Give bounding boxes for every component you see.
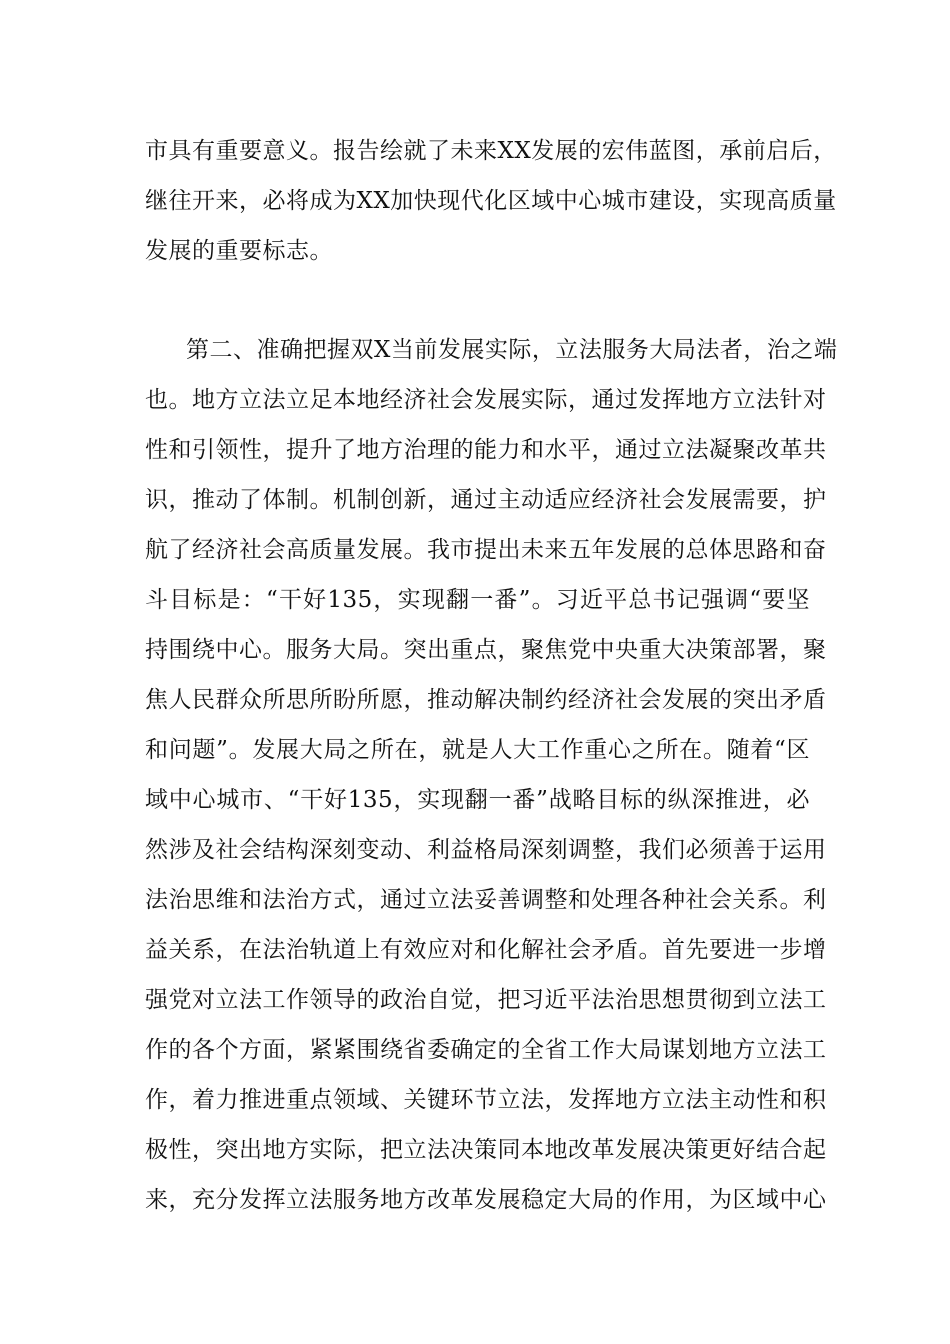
paragraph-2-line-8: 焦人民群众所思所盼所愿，推动解决制约经济社会发展的突出矛盾 (145, 687, 827, 713)
paragraph-2-line-10: 域中心城市、“干好135，实现翻一番”战略目标的纵深推进，必 (145, 787, 810, 813)
paragraph-2-line-12: 法治思维和法治方式，通过立法妥善调整和处理各种社会关系。利 (145, 887, 827, 913)
paragraph-2-line-17: 极性，突出地方实际，把立法决策同本地改革发展决策更好结合起 (145, 1137, 827, 1163)
paragraph-2-line-3: 性和引领性，提升了地方治理的能力和水平，通过立法凝聚改革共 (145, 437, 827, 463)
paragraph-2-line-4: 识，推动了体制。机制创新，通过主动适应经济社会发展需要，护 (145, 487, 827, 513)
paragraph-2-line-1: 第二、准确把握双X当前发展实际，立法服务大局法者，治之端 (186, 337, 838, 363)
paragraph-2-line-6: 斗目标是：“干好135，实现翻一番”。习近平总书记强调“要坚 (145, 587, 810, 613)
paragraph-2-line-5: 航了经济社会高质量发展。我市提出未来五年发展的总体思路和奋 (145, 537, 827, 563)
paragraph-2-line-14: 强党对立法工作领导的政治自觉，把习近平法治思想贯彻到立法工 (145, 987, 827, 1013)
paragraph-1-line-2: 继往开来，必将成为XX加快现代化区域中心城市建设，实现高质量 (145, 188, 837, 214)
paragraph-2-line-16: 作，着力推进重点领域、关键环节立法，发挥地方立法主动性和积 (145, 1087, 827, 1113)
paragraph-2-line-7: 持围绕中心。服务大局。突出重点，聚焦党中央重大决策部署，聚 (145, 637, 827, 663)
paragraph-2-line-2: 也。地方立法立足本地经济社会发展实际，通过发挥地方立法针对 (145, 387, 827, 413)
paragraph-2-line-9: 和问题”。发展大局之所在，就是人大工作重心之所在。随着“区 (145, 737, 810, 763)
paragraph-1-line-3: 发展的重要标志。 (145, 238, 333, 264)
paragraph-2-line-18: 来，充分发挥立法服务地方改革发展稳定大局的作用，为区域中心 (145, 1187, 827, 1213)
paragraph-2-line-13: 益关系，在法治轨道上有效应对和化解社会矛盾。首先要进一步增 (145, 937, 827, 963)
paragraph-2-line-11: 然涉及社会结构深刻变动、利益格局深刻调整，我们必须善于运用 (145, 837, 827, 863)
paragraph-2-line-15: 作的各个方面，紧紧围绕省委确定的全省工作大局谋划地方立法工 (145, 1037, 827, 1063)
paragraph-1-line-1: 市具有重要意义。报告绘就了未来XX发展的宏伟蓝图，承前启后， (145, 138, 837, 164)
